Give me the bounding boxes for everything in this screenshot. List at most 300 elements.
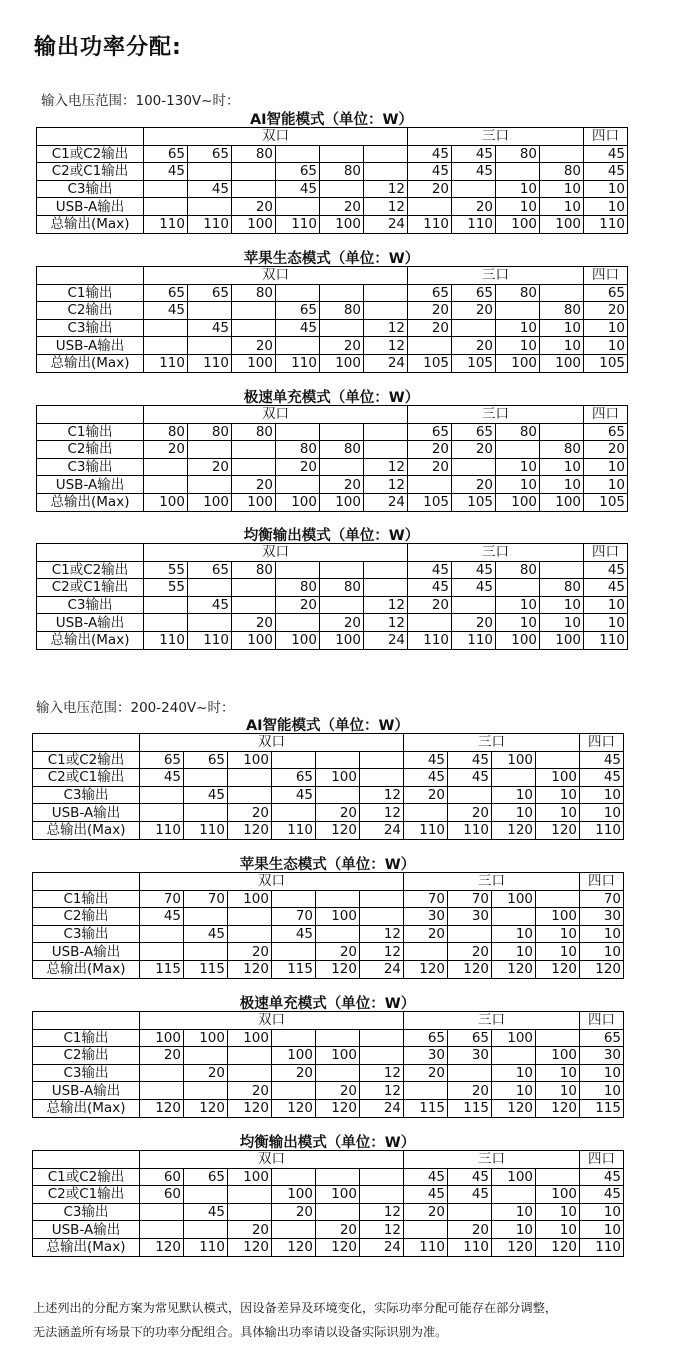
value-cell [448, 1064, 492, 1082]
value-cell: 10 [492, 1221, 536, 1239]
value-cell: 80 [320, 163, 364, 181]
voltage-range-label: 输入电压范围：200-240V~时： [36, 700, 235, 716]
corner-cell [33, 1151, 140, 1169]
port-group-header: 四口 [584, 267, 628, 285]
footnote [33, 1296, 653, 1344]
value-cell: 20 [320, 198, 364, 216]
value-cell [452, 319, 496, 337]
value-cell: 20 [408, 319, 452, 337]
port-group-header: 双口 [140, 873, 404, 891]
value-cell: 80 [320, 302, 364, 320]
value-cell: 65 [408, 284, 452, 302]
value-cell: 120 [272, 1238, 316, 1256]
value-cell: 110 [452, 215, 496, 233]
table-row [37, 493, 628, 511]
value-cell [232, 579, 276, 597]
value-cell: 80 [232, 145, 276, 163]
value-cell: 45 [452, 579, 496, 597]
value-cell [184, 943, 228, 961]
value-cell: 120 [404, 960, 448, 978]
row-label: C1或C2输出 [33, 1168, 140, 1186]
value-cell: 115 [404, 1099, 448, 1117]
value-cell [492, 769, 536, 787]
value-cell [316, 1064, 360, 1082]
table-row [37, 163, 628, 181]
value-cell: 120 [536, 821, 580, 839]
value-cell: 65 [184, 1168, 228, 1186]
table-row [37, 198, 628, 216]
value-cell [316, 786, 360, 804]
row-label: 总输出(Max) [37, 215, 144, 233]
value-cell [272, 1221, 316, 1239]
value-cell: 45 [404, 769, 448, 787]
value-cell: 10 [536, 1064, 580, 1082]
value-cell: 12 [360, 786, 404, 804]
value-cell: 30 [404, 908, 448, 926]
value-cell [404, 943, 448, 961]
table-row [33, 1221, 624, 1239]
row-label: C3输出 [33, 925, 140, 943]
value-cell: 20 [232, 614, 276, 632]
value-cell: 110 [580, 1238, 624, 1256]
table-title: 均衡输出模式（单位：W） [239, 1135, 416, 1151]
value-cell: 10 [584, 476, 628, 494]
value-cell [232, 180, 276, 198]
row-label: C3输出 [37, 596, 144, 614]
value-cell: 12 [360, 943, 404, 961]
value-cell: 100 [272, 1047, 316, 1065]
power-allocation-table [32, 872, 624, 979]
value-cell: 120 [272, 1099, 316, 1117]
value-cell: 45 [184, 1203, 228, 1221]
value-cell: 70 [272, 908, 316, 926]
corner-cell [33, 1012, 140, 1030]
value-cell [452, 458, 496, 476]
value-cell: 12 [364, 198, 408, 216]
table-row [33, 804, 624, 822]
row-label: C1输出 [33, 890, 140, 908]
value-cell: 45 [272, 925, 316, 943]
value-cell: 30 [580, 908, 624, 926]
value-cell [228, 908, 272, 926]
port-group-header: 双口 [144, 267, 408, 285]
value-cell [320, 319, 364, 337]
value-cell: 10 [536, 1082, 580, 1100]
table-title: AI智能模式（单位：W） [249, 112, 414, 128]
row-label: USB-A输出 [33, 1221, 140, 1239]
value-cell: 100 [316, 769, 360, 787]
value-cell: 10 [540, 596, 584, 614]
value-cell: 45 [140, 908, 184, 926]
value-cell: 100 [320, 631, 364, 649]
value-cell: 20 [320, 337, 364, 355]
value-cell: 110 [144, 215, 188, 233]
value-cell: 45 [448, 1186, 492, 1204]
value-cell: 45 [580, 1168, 624, 1186]
corner-cell [37, 406, 144, 424]
value-cell: 12 [360, 1064, 404, 1082]
value-cell: 80 [496, 561, 540, 579]
table-row [37, 319, 628, 337]
value-cell: 110 [404, 821, 448, 839]
voltage-range-label: 输入电压范围：100-130V~时： [41, 93, 240, 109]
row-label: 总输出(Max) [33, 821, 140, 839]
row-label: 总输出(Max) [33, 1238, 140, 1256]
value-cell: 10 [536, 943, 580, 961]
value-cell: 45 [408, 579, 452, 597]
value-cell [228, 925, 272, 943]
value-cell [540, 145, 584, 163]
value-cell: 65 [584, 423, 628, 441]
power-allocation-table [32, 733, 624, 840]
value-cell: 100 [320, 354, 364, 372]
value-cell [364, 579, 408, 597]
value-cell: 65 [276, 163, 320, 181]
power-allocation-table [32, 1150, 624, 1257]
value-cell: 20 [228, 1082, 272, 1100]
value-cell [272, 943, 316, 961]
value-cell: 45 [184, 786, 228, 804]
value-cell: 10 [584, 198, 628, 216]
value-cell: 10 [536, 786, 580, 804]
value-cell: 20 [272, 1203, 316, 1221]
value-cell [364, 145, 408, 163]
value-cell: 10 [496, 180, 540, 198]
value-cell: 12 [364, 319, 408, 337]
value-cell: 20 [452, 302, 496, 320]
value-cell: 65 [276, 302, 320, 320]
value-cell: 100 [496, 354, 540, 372]
value-cell: 20 [228, 804, 272, 822]
value-cell: 12 [364, 458, 408, 476]
value-cell: 105 [452, 354, 496, 372]
value-cell: 100 [188, 493, 232, 511]
value-cell: 20 [448, 943, 492, 961]
value-cell: 20 [140, 1047, 184, 1065]
value-cell: 10 [496, 596, 540, 614]
value-cell [492, 908, 536, 926]
value-cell: 120 [228, 960, 272, 978]
value-cell: 45 [452, 163, 496, 181]
table-row [33, 1099, 624, 1117]
value-cell: 10 [492, 1203, 536, 1221]
row-label: C1输出 [33, 1029, 140, 1047]
value-cell [360, 890, 404, 908]
value-cell: 120 [316, 1238, 360, 1256]
value-cell: 110 [452, 631, 496, 649]
value-cell [144, 614, 188, 632]
value-cell: 115 [184, 960, 228, 978]
value-cell [536, 890, 580, 908]
value-cell: 70 [140, 890, 184, 908]
value-cell [184, 1082, 228, 1100]
table-row [33, 751, 624, 769]
value-cell: 70 [404, 890, 448, 908]
value-cell: 120 [492, 960, 536, 978]
row-label: USB-A输出 [37, 337, 144, 355]
value-cell [364, 284, 408, 302]
port-group-header: 四口 [584, 128, 628, 146]
value-cell: 55 [144, 561, 188, 579]
row-label: C2输出 [37, 441, 144, 459]
value-cell: 20 [320, 614, 364, 632]
value-cell [452, 180, 496, 198]
value-cell: 10 [536, 1221, 580, 1239]
value-cell: 120 [492, 821, 536, 839]
port-group-header: 双口 [140, 1151, 404, 1169]
value-cell: 45 [404, 1168, 448, 1186]
value-cell [316, 1203, 360, 1221]
value-cell: 20 [276, 458, 320, 476]
value-cell [408, 198, 452, 216]
header-row [37, 544, 628, 562]
value-cell [496, 441, 540, 459]
value-cell: 100 [232, 215, 276, 233]
value-cell: 45 [276, 319, 320, 337]
value-cell [272, 890, 316, 908]
value-cell [404, 1221, 448, 1239]
table-row [37, 476, 628, 494]
value-cell: 120 [536, 1099, 580, 1117]
port-group-header: 双口 [144, 128, 408, 146]
value-cell: 65 [140, 751, 184, 769]
port-group-header: 三口 [408, 406, 584, 424]
value-cell: 30 [448, 1047, 492, 1065]
value-cell: 10 [496, 476, 540, 494]
value-cell: 100 [492, 1029, 536, 1047]
value-cell: 10 [536, 804, 580, 822]
value-cell [360, 908, 404, 926]
value-cell [320, 180, 364, 198]
value-cell: 20 [452, 337, 496, 355]
row-label: C1或C2输出 [33, 751, 140, 769]
row-label: 总输出(Max) [33, 1099, 140, 1117]
table-row [33, 1064, 624, 1082]
table-row [37, 337, 628, 355]
value-cell: 120 [536, 960, 580, 978]
row-label: USB-A输出 [33, 1082, 140, 1100]
port-group-header: 三口 [404, 873, 580, 891]
value-cell: 100 [228, 890, 272, 908]
value-cell [320, 284, 364, 302]
value-cell: 10 [540, 337, 584, 355]
row-label: C2输出 [37, 302, 144, 320]
header-row [37, 128, 628, 146]
table-row [37, 441, 628, 459]
table-row [33, 1029, 624, 1047]
footnote-line: 上述列出的分配方案为常见默认模式，因设备差异及环境变化，实际功率分配可能存在部分调整， [33, 1301, 558, 1315]
value-cell: 120 [228, 1099, 272, 1117]
value-cell: 20 [276, 596, 320, 614]
value-cell: 100 [496, 215, 540, 233]
value-cell: 105 [584, 354, 628, 372]
value-cell [188, 476, 232, 494]
port-group-header: 双口 [144, 544, 408, 562]
value-cell: 100 [496, 493, 540, 511]
value-cell [364, 302, 408, 320]
value-cell [408, 614, 452, 632]
value-cell: 20 [408, 596, 452, 614]
table-title: 苹果生态模式（单位：W） [243, 251, 420, 267]
value-cell [272, 804, 316, 822]
value-cell [540, 561, 584, 579]
value-cell [496, 302, 540, 320]
value-cell [272, 1168, 316, 1186]
value-cell: 20 [408, 302, 452, 320]
value-cell: 100 [492, 751, 536, 769]
value-cell: 120 [316, 1099, 360, 1117]
value-cell: 24 [360, 960, 404, 978]
value-cell: 10 [580, 943, 624, 961]
value-cell: 60 [140, 1168, 184, 1186]
value-cell: 110 [580, 821, 624, 839]
table-row [33, 1238, 624, 1256]
value-cell [540, 423, 584, 441]
value-cell [144, 337, 188, 355]
value-cell: 100 [232, 354, 276, 372]
value-cell: 100 [536, 1186, 580, 1204]
corner-cell [37, 128, 144, 146]
power-allocation-table [32, 1011, 624, 1118]
row-label: C3输出 [33, 786, 140, 804]
table-row [37, 596, 628, 614]
value-cell: 12 [360, 1203, 404, 1221]
value-cell [492, 1047, 536, 1065]
table-row [33, 1186, 624, 1204]
value-cell: 45 [580, 769, 624, 787]
row-label: C3输出 [37, 319, 144, 337]
value-cell: 20 [404, 1203, 448, 1221]
value-cell [404, 804, 448, 822]
value-cell: 60 [140, 1186, 184, 1204]
value-cell: 65 [448, 1029, 492, 1047]
value-cell [276, 561, 320, 579]
row-label: USB-A输出 [37, 476, 144, 494]
value-cell: 12 [360, 1082, 404, 1100]
value-cell [188, 614, 232, 632]
value-cell: 115 [448, 1099, 492, 1117]
value-cell: 115 [140, 960, 184, 978]
value-cell: 20 [404, 1064, 448, 1082]
row-label: C2或C1输出 [33, 769, 140, 787]
value-cell: 45 [584, 145, 628, 163]
header-row [33, 1012, 624, 1030]
value-cell: 20 [316, 1221, 360, 1239]
value-cell: 45 [144, 163, 188, 181]
row-label: 总输出(Max) [37, 354, 144, 372]
port-group-header: 双口 [140, 734, 404, 752]
table-row [37, 145, 628, 163]
value-cell: 45 [276, 180, 320, 198]
value-cell: 100 [536, 769, 580, 787]
value-cell: 10 [584, 319, 628, 337]
table-row [37, 458, 628, 476]
value-cell [140, 804, 184, 822]
value-cell: 100 [276, 493, 320, 511]
value-cell: 24 [360, 1099, 404, 1117]
value-cell [364, 423, 408, 441]
value-cell: 120 [184, 1099, 228, 1117]
value-cell [320, 423, 364, 441]
value-cell [140, 1203, 184, 1221]
value-cell: 10 [492, 925, 536, 943]
value-cell [228, 1064, 272, 1082]
power-allocation-table [36, 266, 628, 373]
value-cell: 20 [448, 1221, 492, 1239]
value-cell: 12 [364, 596, 408, 614]
value-cell: 10 [584, 337, 628, 355]
row-label: C2或C1输出 [37, 163, 144, 181]
value-cell [272, 751, 316, 769]
value-cell [536, 751, 580, 769]
value-cell: 65 [404, 1029, 448, 1047]
value-cell: 10 [492, 804, 536, 822]
value-cell: 110 [188, 215, 232, 233]
value-cell: 110 [408, 215, 452, 233]
value-cell: 20 [404, 925, 448, 943]
value-cell: 10 [584, 596, 628, 614]
value-cell: 12 [364, 614, 408, 632]
value-cell: 110 [272, 821, 316, 839]
value-cell: 110 [584, 631, 628, 649]
port-group-header: 双口 [140, 1012, 404, 1030]
value-cell: 24 [360, 821, 404, 839]
value-cell: 80 [496, 145, 540, 163]
value-cell: 100 [540, 215, 584, 233]
value-cell: 10 [580, 786, 624, 804]
value-cell: 110 [188, 354, 232, 372]
port-group-header: 三口 [404, 1151, 580, 1169]
table-row [33, 821, 624, 839]
value-cell: 12 [364, 180, 408, 198]
value-cell [360, 751, 404, 769]
value-cell [184, 1047, 228, 1065]
row-label: 总输出(Max) [37, 631, 144, 649]
table-row [37, 561, 628, 579]
value-cell: 70 [580, 890, 624, 908]
port-group-header: 三口 [404, 734, 580, 752]
header-row [37, 267, 628, 285]
value-cell: 45 [448, 1168, 492, 1186]
port-group-header: 四口 [580, 1151, 624, 1169]
value-cell: 120 [140, 1099, 184, 1117]
value-cell [144, 198, 188, 216]
value-cell [144, 596, 188, 614]
value-cell [140, 1064, 184, 1082]
value-cell: 100 [492, 890, 536, 908]
value-cell: 20 [316, 943, 360, 961]
row-label: C3输出 [37, 180, 144, 198]
value-cell [360, 1047, 404, 1065]
value-cell: 100 [540, 354, 584, 372]
value-cell: 20 [232, 337, 276, 355]
value-cell: 45 [408, 561, 452, 579]
value-cell: 80 [144, 423, 188, 441]
value-cell: 100 [316, 908, 360, 926]
value-cell [320, 458, 364, 476]
table-row [37, 180, 628, 198]
value-cell: 110 [276, 215, 320, 233]
value-cell: 45 [452, 561, 496, 579]
value-cell: 100 [272, 1186, 316, 1204]
value-cell [188, 337, 232, 355]
value-cell: 80 [232, 423, 276, 441]
value-cell: 100 [228, 751, 272, 769]
value-cell [360, 769, 404, 787]
value-cell: 30 [448, 908, 492, 926]
value-cell: 45 [188, 596, 232, 614]
port-group-header: 三口 [408, 267, 584, 285]
